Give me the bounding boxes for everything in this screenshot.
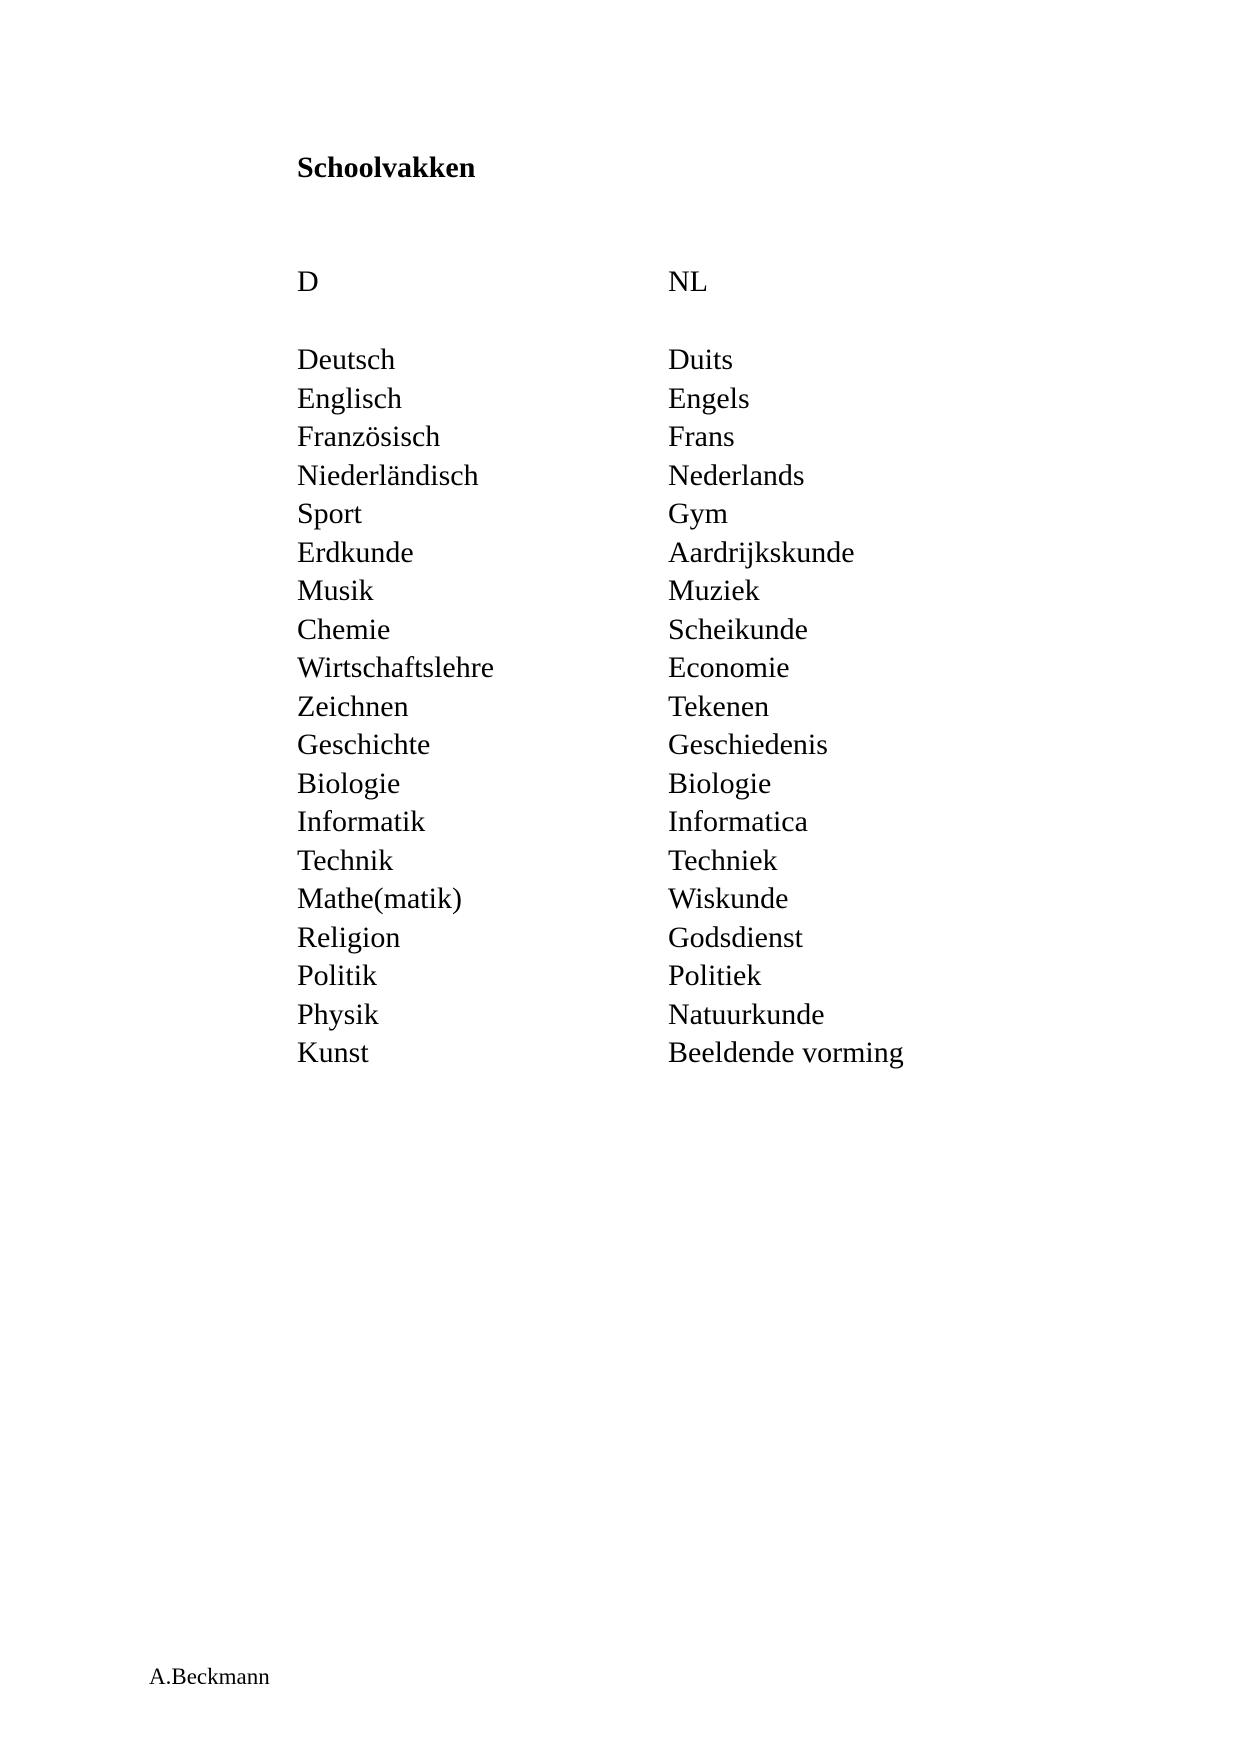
dutch-subject: Duits [668, 343, 734, 376]
footer-author: A.Beckmann [149, 1664, 270, 1689]
german-subject: Niederländisch [297, 458, 479, 492]
dutch-subject: Wiskunde [668, 882, 789, 915]
dutch-subject: Frans [668, 420, 735, 453]
german-subject: Erdkunde [297, 535, 414, 569]
german-subject: Chemie [297, 612, 391, 646]
column-header-dutch: NL [668, 265, 708, 298]
page-title: Schoolvakken [297, 151, 476, 184]
german-subject: Informatik [297, 805, 426, 838]
dutch-subject: Nederlands [668, 458, 805, 492]
german-subject: Physik [297, 997, 379, 1031]
german-subject: Mathe(matik) [297, 882, 462, 915]
dutch-subject: Godsdienst [668, 920, 803, 954]
german-subject: Zeichnen [297, 689, 409, 723]
german-subject: Englisch [297, 381, 402, 415]
dutch-subject: Natuurkunde [668, 997, 825, 1031]
dutch-subject-list [668, 341, 904, 1073]
german-subject: Französisch [297, 420, 441, 453]
dutch-subject: Biologie [668, 766, 772, 800]
german-subject: Technik [297, 843, 394, 877]
dutch-subject: Engels [668, 381, 750, 415]
dutch-subject: Techniek [668, 843, 778, 877]
german-subject-list [297, 341, 494, 1073]
dutch-subject: Gym [668, 497, 728, 530]
german-subject: Biologie [297, 766, 401, 800]
german-subject: Musik [297, 574, 374, 607]
dutch-subject: Tekenen [668, 689, 770, 723]
dutch-subject: Beeldende vorming [668, 1036, 904, 1069]
german-subject: Deutsch [297, 343, 396, 376]
german-subject: Kunst [297, 1036, 369, 1069]
dutch-subject: Informatica [668, 805, 808, 838]
dutch-subject: Politiek [668, 959, 762, 992]
german-subject: Sport [297, 497, 363, 530]
dutch-subject: Economie [668, 651, 790, 684]
dutch-subject: Aardrijkskunde [668, 535, 855, 569]
column-header-german: D [297, 265, 319, 298]
dutch-subject: Geschiedenis [668, 728, 828, 761]
dutch-subject: Scheikunde [668, 612, 808, 646]
dutch-subject: Muziek [668, 574, 760, 607]
german-subject: Politik [297, 959, 378, 992]
german-subject: Wirtschaftslehre [297, 651, 495, 684]
german-subject: Geschichte [297, 728, 431, 761]
german-subject: Religion [297, 920, 401, 954]
